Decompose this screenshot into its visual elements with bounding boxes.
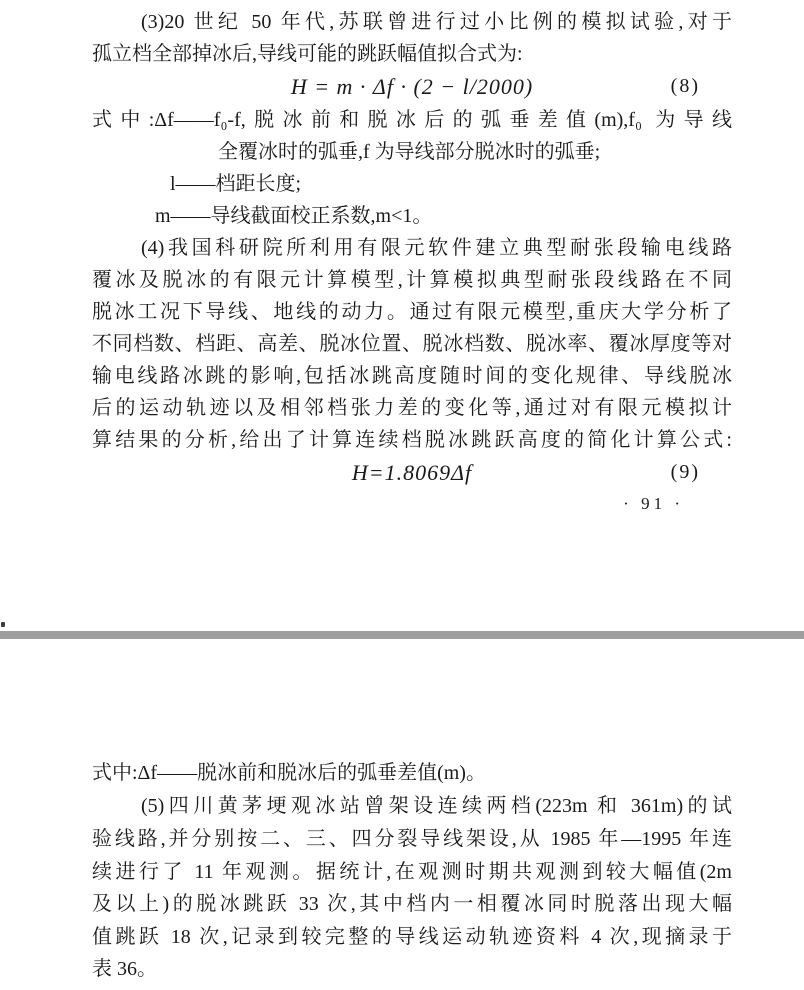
text-line: 式中:Δf——f₀-f,脱冰前和脱冰后的弧垂差值(m),f₀ 为导线 — [92, 109, 732, 131]
text-line: l——档距长度; — [170, 173, 302, 195]
text-line: 全覆冰时的弧垂,f 为导线部分脱冰时的弧垂; — [218, 141, 601, 163]
text-line: 后的运动轨迹以及相邻档张力差的变化等,通过对有限元模拟计 — [92, 397, 732, 419]
text-line: 及以上)的脱冰跳跃 33 次,其中档内一相覆冰同时脱落出现大幅 — [92, 893, 732, 915]
text-line: (3)20 世纪 50 年代,苏联曾进行过小比例的模拟试验,对于 — [141, 11, 732, 33]
text-line: 续进行了 11 年观测。据统计,在观测时期共观测到较大幅值(2m — [92, 861, 732, 883]
scan-speck — [1, 622, 5, 627]
text-line: (5)四川黄茅埂观冰站曾架设连续两档(223m 和 361m)的试 — [141, 795, 732, 817]
page-divider — [0, 631, 804, 639]
text-line: 孤立档全部掉冰后,导线可能的跳跃幅值拟合式为: — [92, 43, 523, 65]
formula-9-line — [92, 456, 732, 489]
formula-8-line — [92, 70, 732, 103]
text-line: 脱冰工况下导线、地线的动力。通过有限元模型,重庆大学分析了 — [92, 301, 732, 323]
text-line: 覆冰及脱冰的有限元计算模型,计算模拟典型耐张段线路在不同 — [92, 269, 732, 291]
formula-9-expression: H=1.8069Δf — [351, 460, 473, 485]
formula-9-number: (9) — [670, 461, 700, 483]
text-line: m——导线截面校正系数,m<1。 — [155, 205, 433, 227]
text-line: 表 36。 — [92, 958, 157, 980]
text-line: (4)我国科研院所利用有限元软件建立典型耐张段输电线路 — [141, 237, 732, 259]
text-line: 值跳跃 18 次,记录到较完整的导线运动轨迹资料 4 次,现摘录于 — [92, 926, 732, 948]
text-line: 不同档数、档距、高差、脱冰位置、脱冰档数、脱冰率、覆冰厚度等对 — [92, 333, 732, 355]
text-line: 验线路,并分别按二、三、四分裂导线架设,从 1985 年—1995 年连 — [92, 828, 732, 850]
text-line: 算结果的分析,给出了计算连续档脱冰跳跃高度的简化计算公式: — [92, 429, 732, 451]
formula-8-number: (8) — [670, 75, 700, 97]
formula-8-expression: H = m · Δf · (2 − l/2000) — [290, 74, 534, 99]
page-number: · 91 · — [623, 494, 684, 513]
text-line: 输电线路冰跳的影响,包括冰跳高度随时间的变化规律、导线脱冰 — [92, 365, 732, 387]
text-line: 式中:Δf——脱冰前和脱冰后的弧垂差值(m)。 — [92, 762, 486, 784]
